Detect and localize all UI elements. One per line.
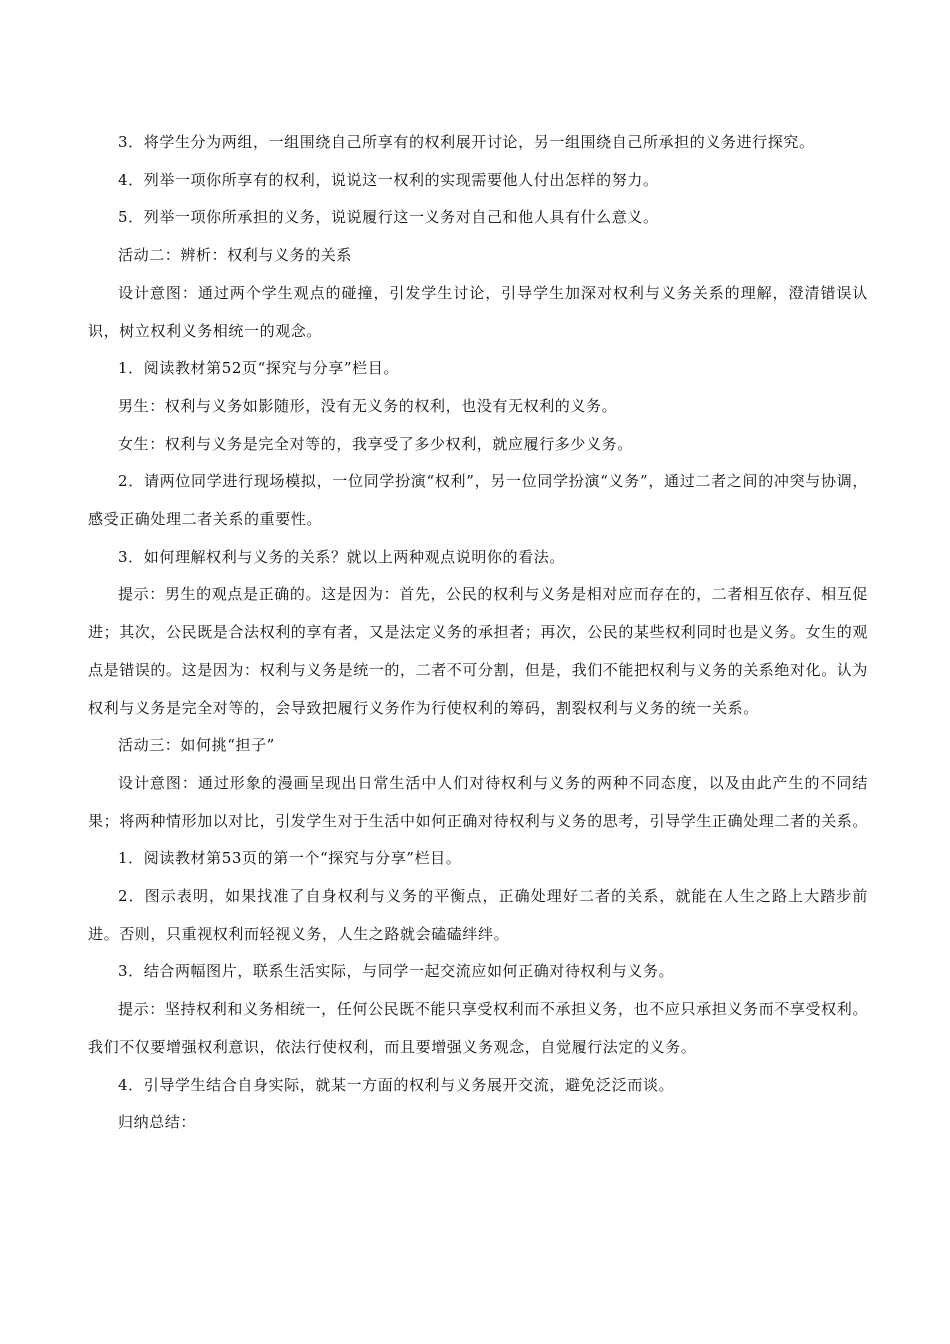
activity-3-hint: 提示：坚持权利和义务相统一，任何公民既不能只享受权利而不承担义务，也不应只承担义务而不享受权利。我们不仅要增强权利意识，依法行使权利，而且要增强义务观念，自觉履行法定的义务。: [88, 1000, 868, 1056]
activity-2-step-2: 2．请两位同学进行现场模拟，一位同学扮演“权利”，另一位同学扮演“义务”，通过二者之间的冲突与协调，感受正确处理二者关系的重要性。: [88, 472, 868, 529]
document-body: [88, 124, 868, 1142]
activity-3-step-1: 1．阅读教材第53页的第一个“探究与分享”栏目。: [118, 849, 462, 868]
activity-2-heading: 活动二：辨析：权利与义务的关系: [118, 246, 353, 265]
paragraph-step-4-rights-example: 4．列举一项你所享有的权利，说说这一权利的实现需要他人付出怎样的努力。: [118, 170, 659, 189]
activity-3-design-intent: 设计意图：通过形象的漫画呈现出日常生活中人们对待权利与义务的两种不同态度，以及由此产生的不同结果；将两种情形加以对比，引发学生对于生活中如何正确对待权利与义务的思考，引导学生正确处理二者的关系。: [88, 773, 869, 830]
activity-2-step-3: 3．如何理解权利与义务的关系？就以上两种观点说明你的看法。: [118, 547, 565, 566]
paragraph-step-3-group-discussion: 3．将学生分为两组，一组围绕自己所享有的权利展开讨论，另一组围绕自己所承担的义务进行探究。: [118, 133, 815, 151]
activity-3-step-4: 4．引导学生结合自身实际，就某一方面的权利与义务展开交流，避免泛泛而谈。: [118, 1075, 675, 1094]
activity-2-design-intent: 设计意图：通过两个学生观点的碰撞，引发学生讨论，引导学生加深对权利与义务关系的理解，澄清错误认识，树立权利义务相统一的观念。: [88, 283, 868, 340]
paragraph-step-5-duties-example: 5．列举一项你所承担的义务，说说履行这一义务对自己和他人具有什么意义。: [118, 208, 659, 227]
activity-2-step-1: 1．阅读教材第52页“探究与分享”栏目。: [118, 359, 399, 378]
girl-viewpoint: 女生：权利与义务是完全对等的，我享受了多少权利，就应履行多少义务。: [118, 434, 633, 453]
activity-3-step-2: 2．图示表明，如果找准了自身权利与义务的平衡点，正确处理好二者的关系，就能在人生之路上大踏步前进。否则，只重视权利而轻视义务，人生之路就会磕磕绊绊。: [88, 887, 868, 943]
activity-2-hint: 提示：男生的观点是正确的。这是因为：首先，公民的权利与义务是相对应而存在的，二者相互依存、相互促进；其次，公民既是合法权利的享有者，又是法定义务的承担者；再次，公民的某些权利同时也是义务。女生的观点是错误的。这是因为：权利与义务是统一的，二者不可分割，但是，我们不能把权利与义务的关系绝对化。认为权利与义务是完全对等的，会导致把履行义务作为行使权利的筹码，割裂权利与义务的统一关系。: [88, 585, 869, 717]
activity-3-heading: 活动三：如何挑“担子”: [118, 736, 275, 755]
boy-viewpoint: 男生：权利与义务如影随形，没有无义务的权利，也没有无权利的义务。: [118, 396, 618, 415]
activity-3-step-3: 3．结合两幅图片，联系生活实际，与同学一起交流应如何正确对待权利与义务。: [118, 962, 675, 981]
summary-heading: 归纳总结：: [118, 1113, 197, 1132]
